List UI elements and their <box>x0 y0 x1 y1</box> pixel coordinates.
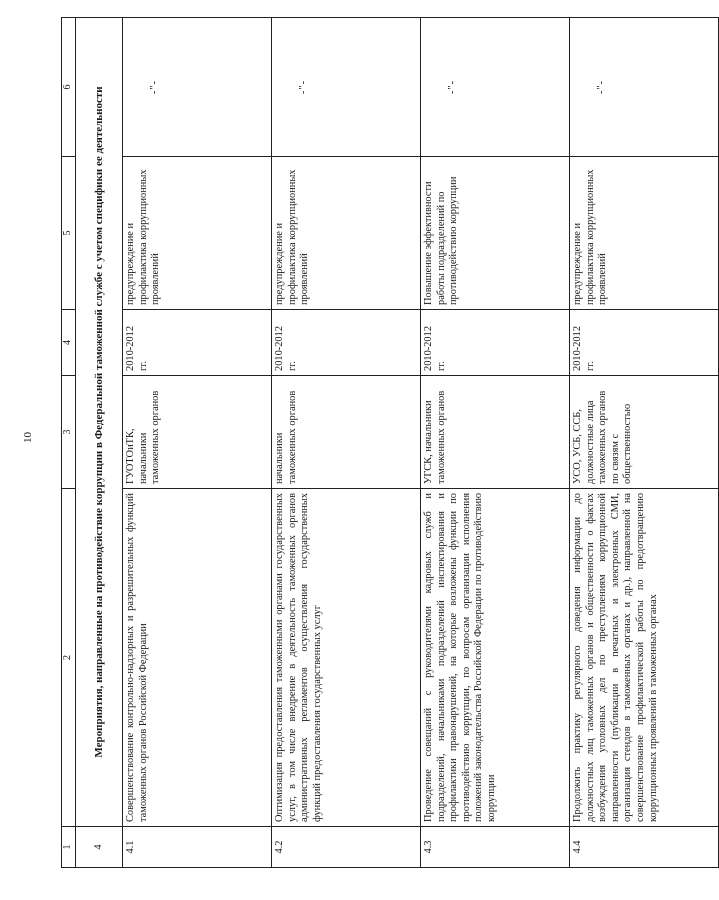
table-row <box>421 18 570 868</box>
row-result: Повышение эффективности работы подразделений по противодействию коррупции <box>421 157 570 310</box>
rotated-page <box>61 18 659 868</box>
row-result: предупреждение и профилактика коррупционных проявлений <box>570 157 719 310</box>
row-description: Совершенствование контрольно-надзорных и разрешительных функций таможенных органов Российской Федерации <box>123 489 272 827</box>
page-number: 10 <box>22 432 34 443</box>
section-row <box>76 18 123 868</box>
row-number: 4.3 <box>421 827 570 868</box>
table-row <box>272 18 421 868</box>
row-description: Проведение совещаний с руководителями кадровых служб и подразделений, начальниками подразделений инспектирования и профилактики правонарушений, на которые возложены функции по противодействию коррупции, по вопросам организации исполнения положений законодательства Российской Федерации по противодействию коррупции <box>421 489 570 827</box>
row-term: 2010-2012 гг. <box>570 310 719 376</box>
row-term: 2010-2012 гг. <box>272 310 421 376</box>
row-term: 2010-2012 гг. <box>421 310 570 376</box>
row-description: Оптимизация предоставления таможенными органами государственных услуг, в том числе внедрение в деятельность таможенных органов административных регламентов осуществления государственных функций предоставления государственных услуг <box>272 489 421 827</box>
column-number-row <box>62 18 76 868</box>
column-number: 5 <box>62 157 76 310</box>
row-note: -"- <box>123 18 272 157</box>
row-number: 4.2 <box>272 827 421 868</box>
column-number: 1 <box>62 827 76 868</box>
table-row <box>570 18 719 868</box>
row-result: предупреждение и профилактика коррупционных проявлений <box>123 157 272 310</box>
row-note: -"- <box>272 18 421 157</box>
column-number: 2 <box>62 489 76 827</box>
row-description: Продолжить практику регулярного доведения информации до должностных лиц таможенных органов и общественности о фактах возбуждения уголовных дел по преступлениям коррупционной направленности (публикации в печатных и электронных СМИ, организация стендов в таможенных органах и др.), направленной на совершенствование профилактической работы по предотвращению коррупционных проявлений в таможенных органах <box>570 489 719 827</box>
row-number: 4.1 <box>123 827 272 868</box>
measures-table <box>61 17 719 868</box>
column-number: 4 <box>62 310 76 376</box>
row-term: 2010-2012 гг. <box>123 310 272 376</box>
row-note: -"- <box>421 18 570 157</box>
section-number: 4 <box>76 827 123 868</box>
column-number: 3 <box>62 376 76 489</box>
row-result: предупреждение и профилактика коррупционных проявлений <box>272 157 421 310</box>
row-executor: УГСК, начальники таможенных органов <box>421 376 570 489</box>
row-executor: УСО, УСБ, ССБ, должностные лица таможенных органов по связям с общественностью <box>570 376 719 489</box>
column-number: 6 <box>62 18 76 157</box>
section-title: Мероприятия, направленные на противодействие коррупции в Федеральной таможенной службе с учетом специфики ее деятельности <box>76 18 123 827</box>
table-row <box>123 18 272 868</box>
row-note: -"- <box>570 18 719 157</box>
row-number: 4.4 <box>570 827 719 868</box>
row-executor: ГУОТОиТК, начальники таможенных органов <box>123 376 272 489</box>
row-executor: начальники таможенных органов <box>272 376 421 489</box>
